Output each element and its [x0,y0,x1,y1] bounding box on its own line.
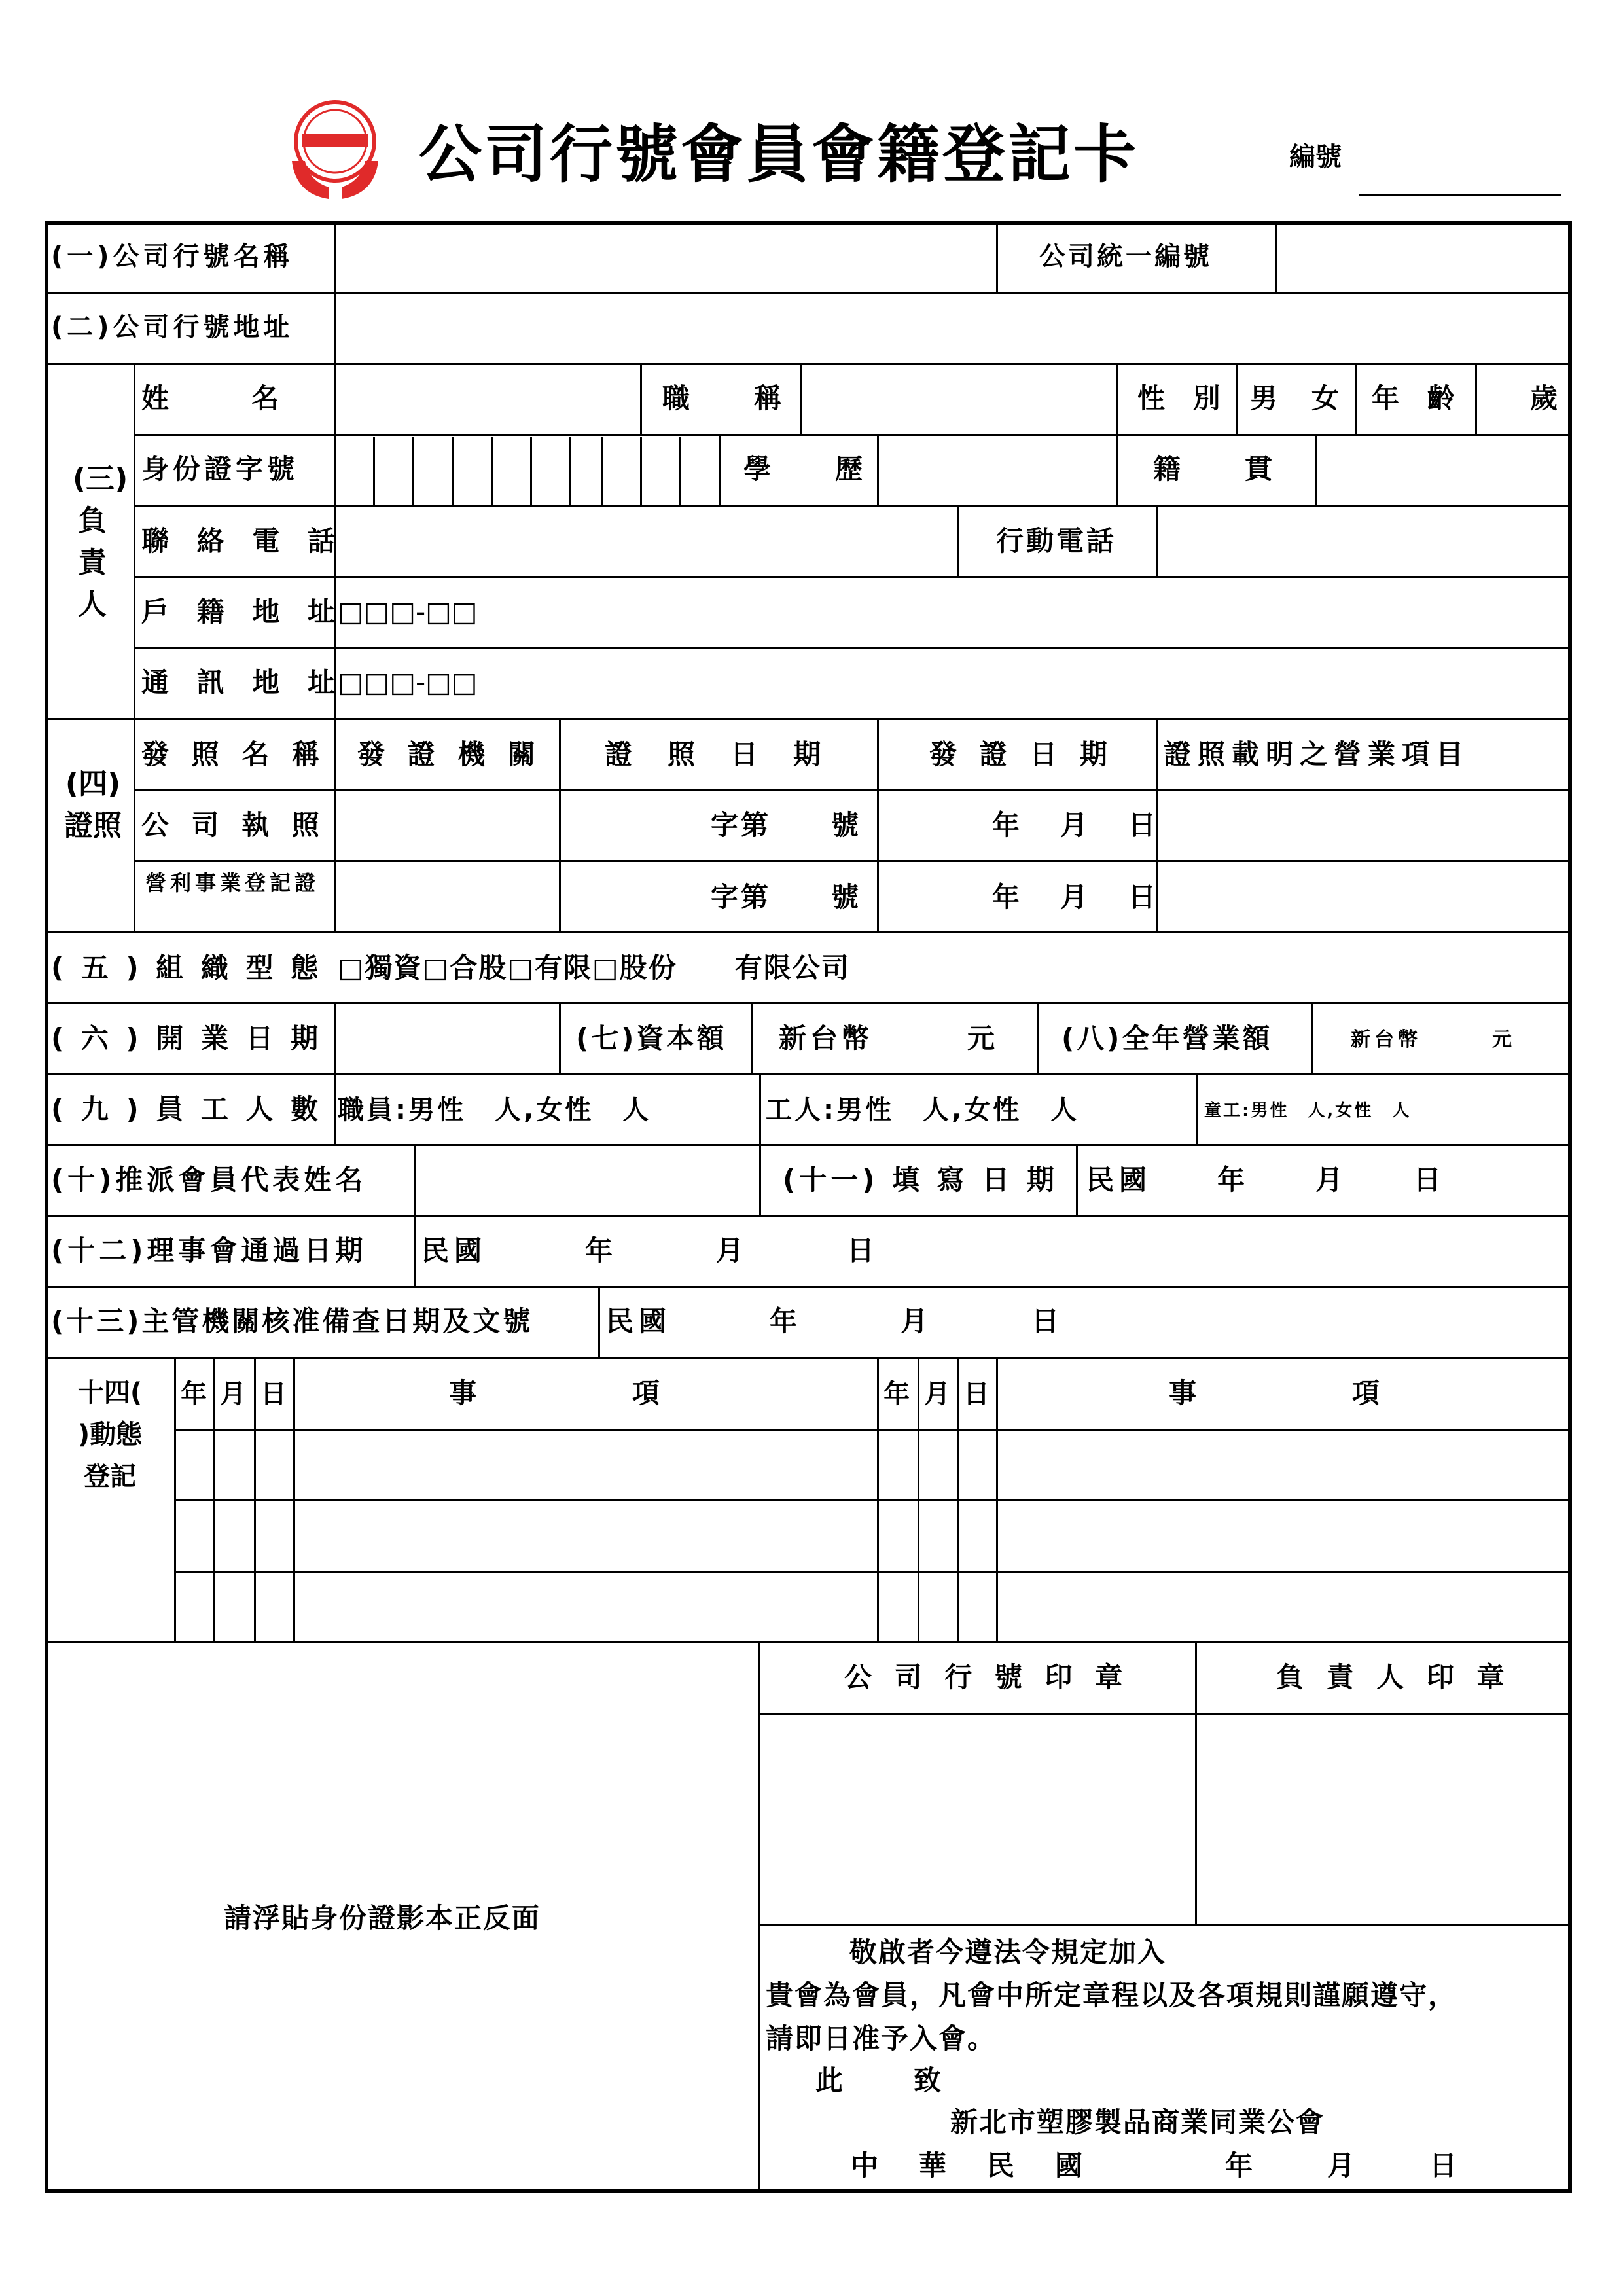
tax-id-field[interactable] [1279,225,1567,291]
household-address-label: 戶 籍 地 址 [141,596,344,628]
license-header-name: 發 照 名 稱 [141,738,326,770]
page-title: 公司行號會員會籍登記卡 [419,118,1139,191]
contact-phone-label: 聯 絡 電 話 [141,525,344,557]
license-row-business-reg: 營利事業登記證 [145,870,319,895]
staff-count[interactable]: 職員:男性 人,女性 人 [338,1095,652,1125]
id-copy-area[interactable] [48,1645,755,2189]
dyn-year-header-2: 年 [883,1379,910,1409]
fill-date-value[interactable]: 民國 年 月 日 [1086,1164,1447,1196]
section-14-label: 十四( )動態登記 [77,1378,143,1492]
company-seal-area[interactable] [762,1717,1192,1922]
representative-field[interactable] [418,1148,757,1213]
pledge-line-5: 新北市塑膠製品商業同業公會 [950,2106,1325,2138]
age-unit: 歲 [1530,382,1558,414]
id-copy-instruction: 請浮貼身份證影本正反面 [224,1902,541,1934]
section-3-label: (三)負責人 [73,462,128,621]
dyn-month-header-2: 月 [924,1379,950,1409]
education-label: 學 歷 [743,453,882,485]
gender-female[interactable]: 女 [1311,382,1340,414]
opening-date-label: ( 六 ) 開 業 日 期 [51,1022,323,1054]
section-4-label: (四)證照 [64,767,122,842]
license-company-number[interactable]: 字第 號 [711,809,862,841]
dyn-year-header-1: 年 [181,1379,207,1409]
license-business-date[interactable]: 年 月 日 [992,881,1163,913]
worker-count[interactable]: 工人:男性 人,女性 人 [766,1095,1080,1125]
license-header-date: 發 證 日 期 [929,738,1114,770]
license-header-business-items: 證照載明之營業項目 [1164,738,1471,770]
representative-label: (十)推派會員代表姓名 [51,1164,367,1196]
capital-value[interactable]: 新台幣 元 [779,1022,999,1054]
age-label: 年 齡 [1372,382,1464,414]
annual-revenue-label: (八)全年營業額 [1061,1022,1273,1054]
license-header-number: 證 照 日 期 [605,738,825,770]
capital-label: (七)資本額 [576,1022,727,1054]
license-row-company: 公 司 執 照 [141,809,326,841]
board-approval-label: (十二)理事會通過日期 [51,1234,367,1266]
name-label: 姓 名 [141,382,289,414]
company-seal-label: 公 司 行 號 印 章 [844,1661,1130,1693]
pledge-line-3: 請即日准予入會。 [766,2022,997,2054]
company-address-label: (二)公司行號地址 [51,312,294,342]
logo [283,96,387,206]
license-business-number[interactable]: 字第 號 [711,881,862,913]
license-company-date[interactable]: 年 月 日 [992,809,1163,841]
pledge-line-2: 貴會為會員，凡會中所定章程以及各項規則謹願遵守， [766,1979,1457,2011]
fill-date-label: (十一) 填 寫 日 期 [783,1164,1058,1196]
board-approval-date[interactable]: 民國 年 月 日 [421,1234,880,1266]
pledge-line-4: 此 致 [815,2064,947,2096]
company-address-field[interactable] [338,296,1567,361]
pledge-line-6: 中 華 民 國 年 月 日 [851,2149,1464,2181]
employee-count-label: ( 九 ) 員 工 人 數 [51,1093,323,1125]
gender-label: 性 別 [1137,382,1230,414]
mailing-postal-boxes[interactable]: □□□-□□ [338,666,478,698]
native-place-label: 籍 貫 [1153,453,1291,485]
child-worker-count[interactable]: 童工:男性 人,女性 人 [1204,1101,1412,1121]
owner-seal-label: 負 責 人 印 章 [1276,1661,1511,1693]
tax-id-label: 公司統一編號 [1039,242,1212,272]
serial-label: 編號 [1289,142,1342,172]
mailing-address-label: 通 訊 地 址 [141,666,344,698]
org-type-options[interactable]: □獨資□合股□有限□股份 有限公司 [338,952,850,984]
household-postal-boxes[interactable]: □□□-□□ [338,596,478,628]
serial-underline[interactable] [1359,194,1561,196]
authority-approval-label: (十三)主管機關核准備查日期及文號 [51,1305,533,1337]
company-name-field[interactable] [338,225,993,291]
license-header-agency: 發 證 機 關 [357,738,542,770]
org-type-label: ( 五 ) 組 織 型 態 [51,952,323,984]
gender-male[interactable]: 男 [1250,382,1278,414]
id-number-label: 身份證字號 [141,453,299,485]
authority-approval-date[interactable]: 民國 年 月 日 [606,1305,1065,1337]
job-title-label: 職 稱 [662,382,800,414]
dyn-day-header-2: 日 [963,1379,990,1409]
mobile-phone-label: 行動電話 [996,525,1117,557]
company-name-label: (一)公司行號名稱 [51,242,294,272]
dyn-month-header-1: 月 [220,1379,246,1409]
owner-seal-area[interactable] [1199,1717,1568,1922]
association-logo-icon [283,96,387,206]
dyn-matter-header-1: 事 項 [449,1377,669,1409]
pledge-line-1: 敬啟者今遵法令規定加入 [849,1936,1167,1968]
dyn-matter-header-2: 事 項 [1169,1377,1389,1409]
annual-revenue-value[interactable]: 新台幣 元 [1351,1028,1516,1051]
dyn-day-header-1: 日 [260,1379,287,1409]
